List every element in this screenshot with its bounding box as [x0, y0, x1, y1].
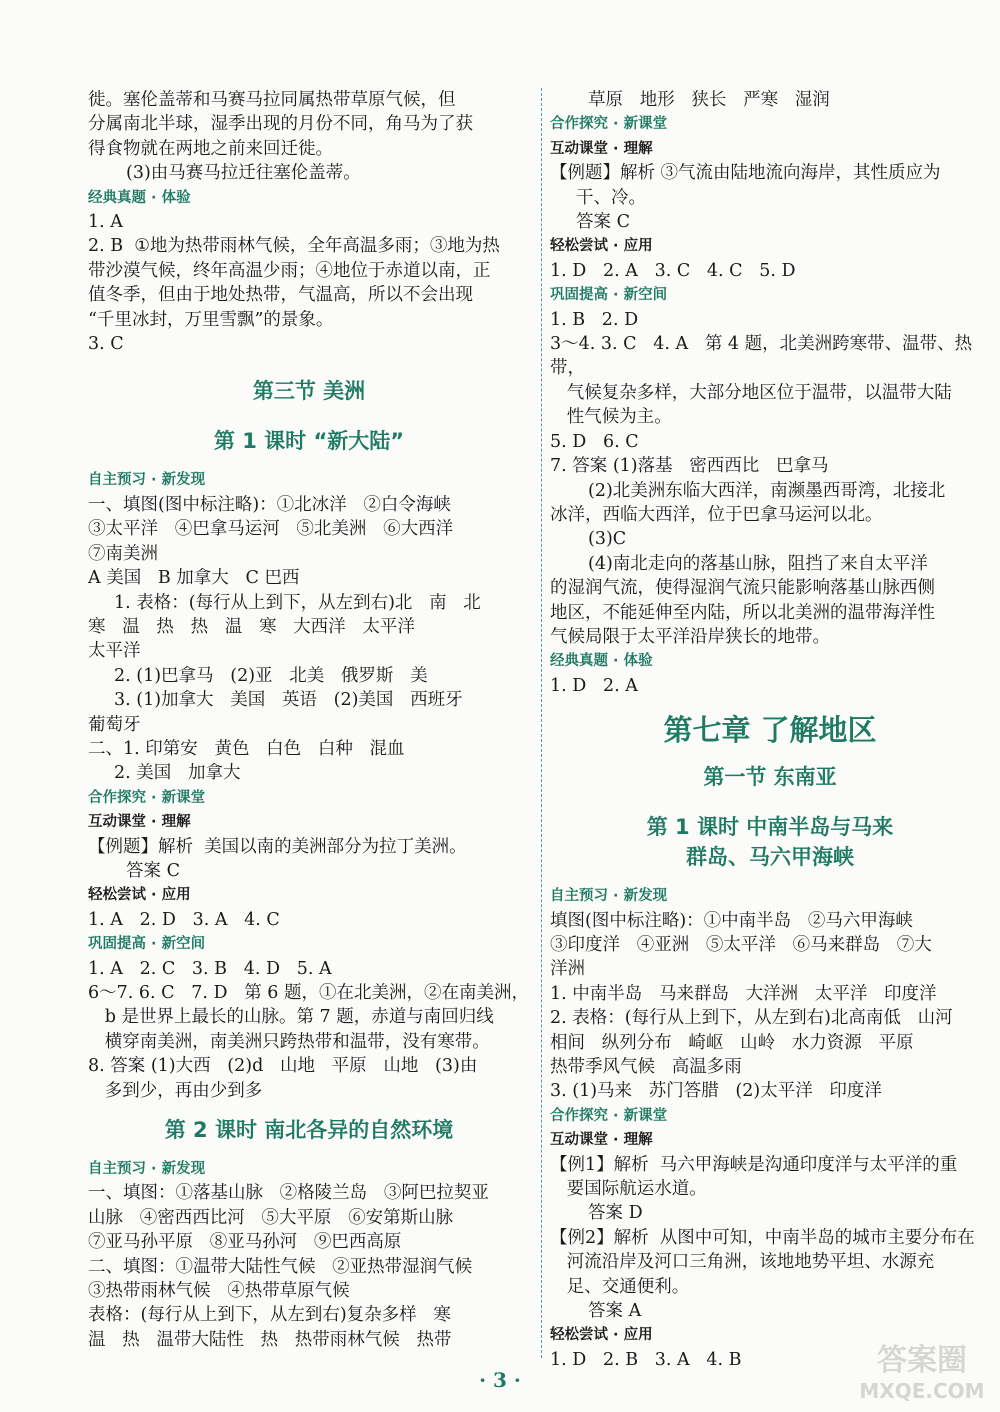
text-line: 相间 纵列分布 崎岖 山岭 水力资源 平原 [550, 1032, 914, 1053]
lesson-heading: 第三节 美洲 [252, 379, 366, 404]
text-line: 8. 答案 (1)大西 (2)d 山地 平原 山地 (3)由 [88, 1056, 478, 1077]
text-line: 答案 C [576, 212, 630, 233]
text-line: 温 热 温带大陆性 热 热带雨林气候 热带 [88, 1329, 452, 1350]
text-line: 1. A 2. C 3. B 4. D 5. A [88, 958, 332, 979]
spacer [88, 1145, 530, 1157]
text-line: ⑦亚马孙平原 ⑧亚马孙河 ⑨巴西高原 [88, 1232, 402, 1253]
text-line: 【例题】解析 ③气流由陆地流向海岸，其性质应为 [550, 163, 941, 184]
text-line: 1. 中南半岛 马来群岛 大洋洲 太平洋 印度洋 [550, 983, 937, 1004]
watermark-logo [852, 1334, 992, 1406]
text-line: 答案 D [588, 1203, 643, 1224]
chapter-heading: 第七章 了解地区 [663, 713, 877, 748]
spacer [88, 456, 530, 468]
text-line: 热带季风气候 高温多雨 [550, 1057, 742, 1077]
text-line: 气候局限于太平洋沿岸狭长的地带。 [550, 626, 830, 647]
text-line: 多到少，再由少到多 [88, 1080, 263, 1101]
left-column [88, 88, 530, 1352]
text-line: 1. B 2. D [550, 309, 639, 330]
section-label: 自主预习 · 新发现 [550, 888, 668, 905]
text-line: 2. (1)巴拿马 (2)亚 北美 俄罗斯 美 [114, 665, 428, 686]
watermark-title: 答案圈 [877, 1343, 967, 1378]
text-line: 2. B ①地为热带雨林气候，全年高温多雨；③地为热 [88, 236, 500, 257]
text-line: 1. 表格：(每行从上到下，从左到右)北 南 北 [114, 592, 481, 613]
subsection-label: 互动课堂 · 理解 [88, 814, 191, 831]
text-line: 1. D 2. B 3. A 4. B [550, 1349, 742, 1370]
text-line: 得食物就在两地之前来回迁徙。 [88, 138, 333, 159]
lesson-heading: 第 2 课时 南北各异的自然环境 [164, 1118, 454, 1143]
section-label: 巩固提高 · 新空间 [550, 287, 668, 304]
text-line: ⑦南美洲 [88, 543, 158, 564]
spacer [550, 872, 990, 884]
spacer [88, 1103, 530, 1115]
section-label: 经典真题 · 体验 [550, 653, 653, 670]
text-line: 洋洲 [550, 959, 585, 980]
lesson-heading: 第一节 东南亚 [703, 765, 837, 790]
lesson-heading: 群岛、马六甲海峡 [686, 845, 854, 870]
right-column [550, 88, 990, 1372]
text-line: 表格：(每行从上到下，从左到右)复杂多样 寒 [88, 1305, 451, 1326]
text-line: 3. C [88, 334, 124, 355]
text-line: 山脉 ④密西西比河 ⑤大平原 ⑥安第斯山脉 [88, 1207, 454, 1228]
section-label: 合作探究 · 新课堂 [550, 116, 668, 133]
text-line: 3. (1)马来 苏门答腊 (2)太平洋 印度洋 [550, 1081, 882, 1102]
text-line: (2)北美洲东临大西洋，南濒墨西哥湾，北接北 [588, 480, 946, 501]
text-line: 冰洋，西临大西洋，位于巴拿马运河以北。 [550, 504, 883, 525]
spacer [88, 406, 530, 426]
spacer [550, 750, 990, 762]
text-line: 带沙漠气候，终年高温少雨；④地位于赤道以南，正 [88, 260, 491, 281]
subsection-label: 轻松尝试 · 应用 [550, 1327, 653, 1344]
text-line: 性气候为主。 [550, 407, 672, 428]
subsection-label: 互动课堂 · 理解 [550, 1132, 653, 1149]
section-label: 自主预习 · 新发现 [88, 1161, 206, 1178]
text-line: A 美国 B 加拿大 C 巴西 [88, 568, 300, 589]
text-line: 1. D 2. A 3. C 4. C 5. D [550, 260, 796, 281]
text-line: 1. A 2. D 3. A 4. C [88, 909, 280, 930]
column-divider [541, 88, 542, 1358]
text-line: 要国际航运水道。 [550, 1179, 707, 1200]
text-line: 足、交通便利。 [550, 1276, 690, 1297]
text-line: “千里冰封，万里雪飘”的景象。 [88, 309, 334, 330]
page-number: · 3 · [479, 1368, 521, 1392]
text-line: 6～7. 6. C 7. D 第 6 题，①在北美洲，②在南美洲， [88, 983, 529, 1003]
text-line: 【例题】解析 美国以南的美洲部分为拉丁美洲。 [88, 836, 467, 857]
subsection-label: 轻松尝试 · 应用 [88, 887, 191, 904]
text-line: 二、填图：①温带大陆性气候 ②亚热带湿润气候 [88, 1256, 473, 1277]
section-label: 经典真题 · 体验 [88, 189, 191, 206]
section-label: 合作探究 · 新课堂 [550, 1107, 668, 1124]
section-label: 自主预习 · 新发现 [88, 472, 206, 489]
text-line: 【例2】解析 从图中可知，中南半岛的城市主要分布在 [550, 1227, 975, 1248]
subsection-label: 轻松尝试 · 应用 [550, 238, 653, 255]
text-line: 2. 美国 加拿大 [114, 763, 241, 784]
text-line: (4)南北走向的落基山脉，阻挡了来自太平洋 [588, 553, 928, 574]
text-line: 河流沿岸及河口三角洲，该地地势平坦、水源充 [550, 1252, 935, 1273]
text-line: (3)由马赛马拉迁往塞伦盖蒂。 [126, 163, 361, 184]
text-line: 徙。塞伦盖蒂和马赛马拉同属热带草原气候，但 [88, 90, 456, 110]
spacer [88, 356, 530, 376]
lesson-heading: 第 1 课时 中南半岛与马来 [646, 815, 894, 840]
text-line: 的湿润气流，使得湿润气流只能影响落基山脉西侧 [550, 578, 935, 599]
text-line: 分属南北半球，湿季出现的月份不同，角马为了获 [88, 114, 473, 135]
text-line: 草原 地形 狭长 严寒 湿润 [588, 90, 830, 110]
text-line: 【例1】解析 马六甲海峡是沟通印度洋与太平洋的重 [550, 1154, 958, 1175]
text-line: 答案 A [588, 1301, 642, 1322]
text-line: 气候复杂多样，大部分地区位于温带，以温带大陆 [550, 382, 952, 403]
text-line: 寒 温 热 热 温 寒 大西洋 太平洋 [88, 616, 415, 637]
text-line: 一、填图：①落基山脉 ②格陵兰岛 ③阿巴拉契亚 [88, 1183, 489, 1204]
section-label: 合作探究 · 新课堂 [88, 789, 206, 806]
text-line: 填图(图中标注略)：①中南半岛 ②马六甲海峡 [550, 910, 913, 931]
text-line: 2. 表格：(每行从上到下，从左到右)北高南低 山河 [550, 1008, 953, 1029]
text-line: b 是世界上最长的山脉。第 7 题，赤道与南回归线 [88, 1007, 494, 1028]
lesson-heading: 第 1 课时 “新大陆” [213, 429, 405, 454]
text-line: 一、填图(图中标注略)：①北冰洋 ②白令海峡 [88, 494, 451, 515]
text-line: ③太平洋 ④巴拿马运河 ⑤北美洲 ⑥大西洋 [88, 519, 454, 540]
text-line: ③热带雨林气候 ④热带草原气候 [88, 1281, 350, 1302]
text-line: 葡萄牙 [88, 714, 141, 735]
text-line: 5. D 6. C [550, 431, 639, 452]
text-line: ③印度洋 ④亚洲 ⑤太平洋 ⑥马来群岛 ⑦大 [550, 934, 932, 955]
watermark-url: MXQE.COM [859, 1379, 985, 1403]
text-line: 7. 答案 (1)落基 密西西比 巴拿马 [550, 456, 829, 477]
text-line: 干、冷。 [576, 187, 646, 208]
text-line: 1. A [88, 212, 123, 233]
section-label: 巩固提高 · 新空间 [88, 936, 206, 953]
spacer [550, 792, 990, 812]
text-line: (3)C [588, 529, 627, 550]
text-line: 3～4. 3. C 4. A 第 4 题，北美洲跨寒带、温带、热带， [550, 334, 973, 379]
subsection-label: 互动课堂 · 理解 [550, 140, 653, 157]
text-line: 横穿南美洲，南美洲只跨热带和温带，没有寒带。 [88, 1031, 490, 1052]
text-line: 太平洋 [88, 641, 141, 662]
text-line: 二、1. 印第安 黄色 白色 白种 混血 [88, 738, 405, 759]
text-line: 1. D 2. A [550, 675, 638, 696]
spacer [550, 698, 990, 710]
text-line: 答案 C [126, 860, 180, 881]
text-line: 值冬季，但由于地处热带，气温高，所以不会出现 [88, 285, 473, 306]
text-line: 3. (1)加拿大 美国 英语 (2)美国 西班牙 [114, 690, 463, 711]
text-line: 地区，不能延伸至内陆，所以北美洲的温带海洋性 [550, 602, 935, 623]
